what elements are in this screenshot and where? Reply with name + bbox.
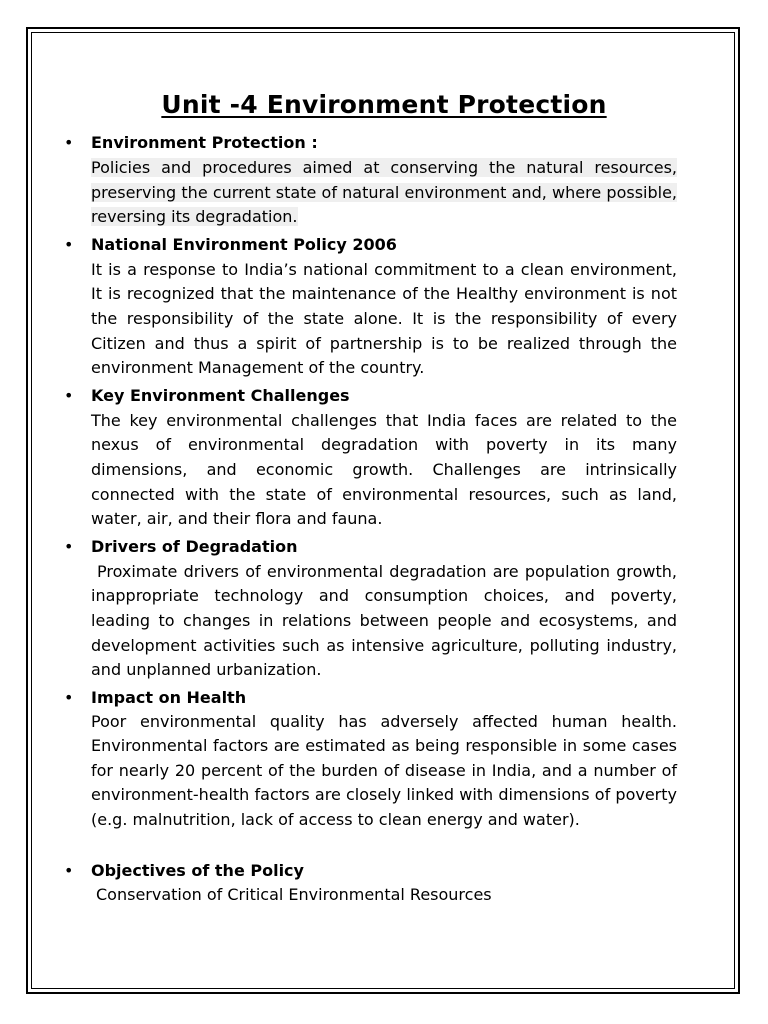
- section-body: [91, 156, 677, 230]
- bullet-icon: •: [64, 385, 74, 405]
- section-heading: Impact on Health: [91, 687, 247, 707]
- page-title: Unit -4 Environment Protection: [161, 90, 607, 119]
- section-environment-protection: [64, 131, 677, 230]
- bullet-icon: •: [64, 860, 74, 880]
- bullet-icon: •: [64, 536, 74, 556]
- section-national-environment-policy: [64, 233, 677, 381]
- section-key-environment-challenges: [64, 384, 677, 532]
- section-body: The key environmental challenges that India faces are related to the nexus of environmental degradation with poverty in its many dimensions, and economic growth. Challenges are intrinsically connected with the state of environmental resources, such as land, water, air, and their flora and fauna.: [91, 410, 677, 529]
- section-objectives-of-the-policy: [64, 859, 677, 907]
- bullet-icon: •: [64, 133, 74, 152]
- document-content: [64, 131, 677, 907]
- section-body: Conservation of Critical Environmental Resources: [96, 884, 492, 904]
- bullet-icon: •: [64, 234, 74, 254]
- section-heading: Drivers of Degradation: [91, 536, 298, 556]
- bullet-icon: •: [64, 687, 74, 707]
- section-heading: Environment Protection :: [91, 133, 318, 152]
- section-heading: Objectives of the Policy: [91, 860, 304, 880]
- section-heading: National Environment Policy 2006: [91, 234, 397, 254]
- section-body: Proximate drivers of environmental degradation are population growth, inappropriate technology and consumption choices, and poverty, leading to changes in relations between people and ecosystems, and development activities such as intensive agriculture, polluting industry, and unplanned urbanization.: [91, 561, 677, 680]
- section-drivers-of-degradation: [64, 535, 677, 683]
- section-body-text: Policies and procedures aimed at conserving the natural resources, preserving the current state of natural environment and, where possible, reversing its degradation.: [91, 158, 677, 227]
- section-body: Poor environmental quality has adversely affected human health. Environmental factors are estimated as being responsible in some cases for nearly 20 percent of the burden of disease in India, and a number of environment-health factors are closely linked with dimensions of poverty (e.g. malnutrition, lack of access to clean energy and water).: [91, 711, 677, 830]
- section-heading: Key Environment Challenges: [91, 385, 350, 405]
- section-body: It is a response to India’s national commitment to a clean environment, It is recognized that the maintenance of the Healthy environment is not the responsibility of the state alone. It is the responsibility of every Citizen and thus a spirit of partnership is to be realized through the environment Management of the country.: [91, 259, 677, 378]
- section-impact-on-health: [64, 686, 677, 833]
